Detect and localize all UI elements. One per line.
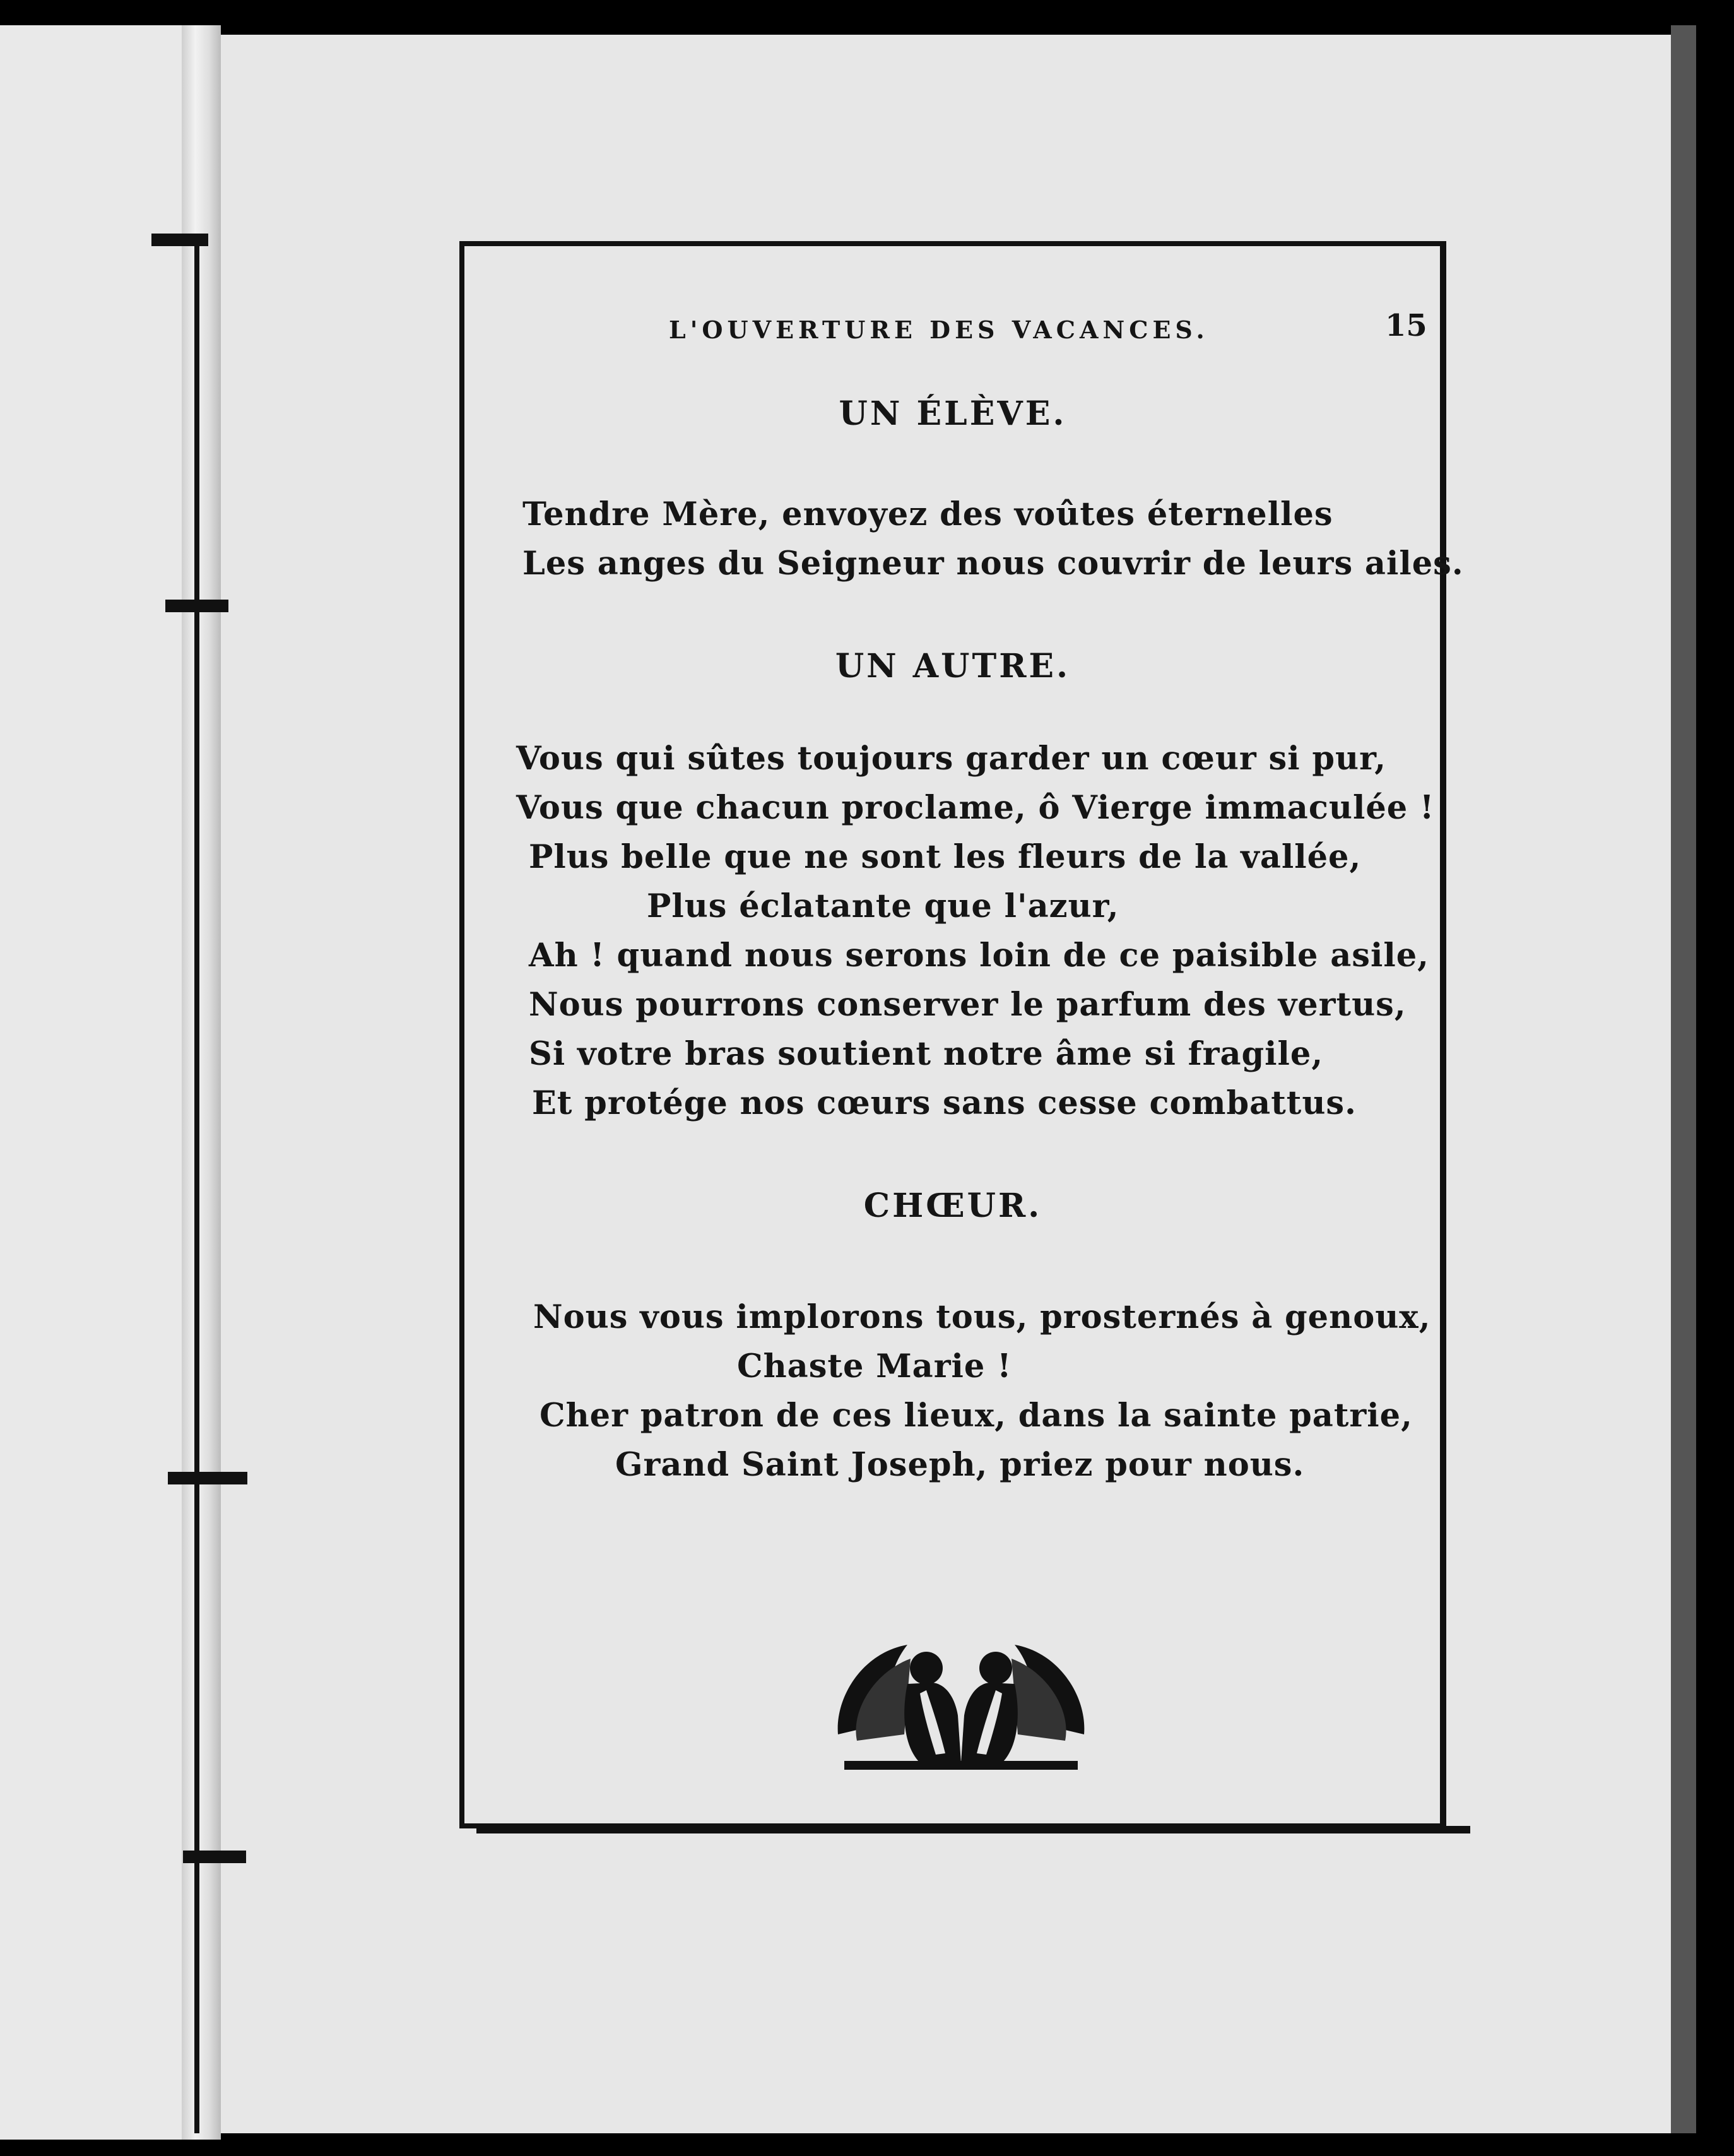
- verse-line: Vous qui sûtes toujours garder un cœur si pur,: [516, 740, 1387, 778]
- verse-line: Grand Saint Joseph, priez pour nous.: [615, 1446, 1305, 1484]
- verse-line: Ah ! quand nous serons loin de ce paisible asile,: [529, 937, 1429, 974]
- verse-line: Vous que chacun proclame, ô Vierge immaculée !: [516, 789, 1435, 827]
- running-head: L'OUVERTURE DES VACANCES.: [669, 316, 1209, 344]
- kneeling-angels-ornament-icon: [832, 1640, 1090, 1772]
- section-heading-choeur: CHŒUR.: [863, 1187, 1042, 1225]
- verse-line: Cher patron de ces lieux, dans la sainte patrie,: [540, 1397, 1413, 1435]
- page-edge-shadow: [1671, 25, 1696, 2133]
- left-page-edge: [0, 25, 183, 2140]
- section-heading-un-eleve: UN ÉLÈVE.: [839, 394, 1067, 433]
- verse-line: Nous pourrons conserver le parfum des vertus,: [529, 986, 1407, 1024]
- verse-line: Tendre Mère, envoyez des voûtes éternelles: [522, 495, 1333, 533]
- spine-stitch: [151, 234, 208, 246]
- verse-line: Chaste Marie !: [737, 1348, 1012, 1385]
- spine-stitch: [165, 600, 228, 612]
- verse-line: Et protége nos cœurs sans cesse combattus.: [532, 1084, 1357, 1122]
- verse-line: Les anges du Seigneur nous couvrir de leurs ailes.: [522, 545, 1464, 583]
- verse-line: Plus éclatante que l'azur,: [647, 887, 1119, 925]
- verse-line: Nous vous implorons tous, prosternés à genoux,: [533, 1298, 1431, 1336]
- page-number: 15: [1385, 308, 1427, 343]
- verse-line: Si votre bras soutient notre âme si fragile,: [529, 1035, 1324, 1073]
- spine-thread: [194, 240, 199, 2133]
- book-spine: [182, 25, 221, 2140]
- verse-line: Plus belle que ne sont les fleurs de la vallée,: [529, 838, 1362, 876]
- section-heading-un-autre: UN AUTRE.: [835, 647, 1071, 685]
- frame-bottom-rule: [476, 1826, 1470, 1833]
- spine-stitch: [168, 1472, 247, 1484]
- spine-stitch: [183, 1851, 246, 1863]
